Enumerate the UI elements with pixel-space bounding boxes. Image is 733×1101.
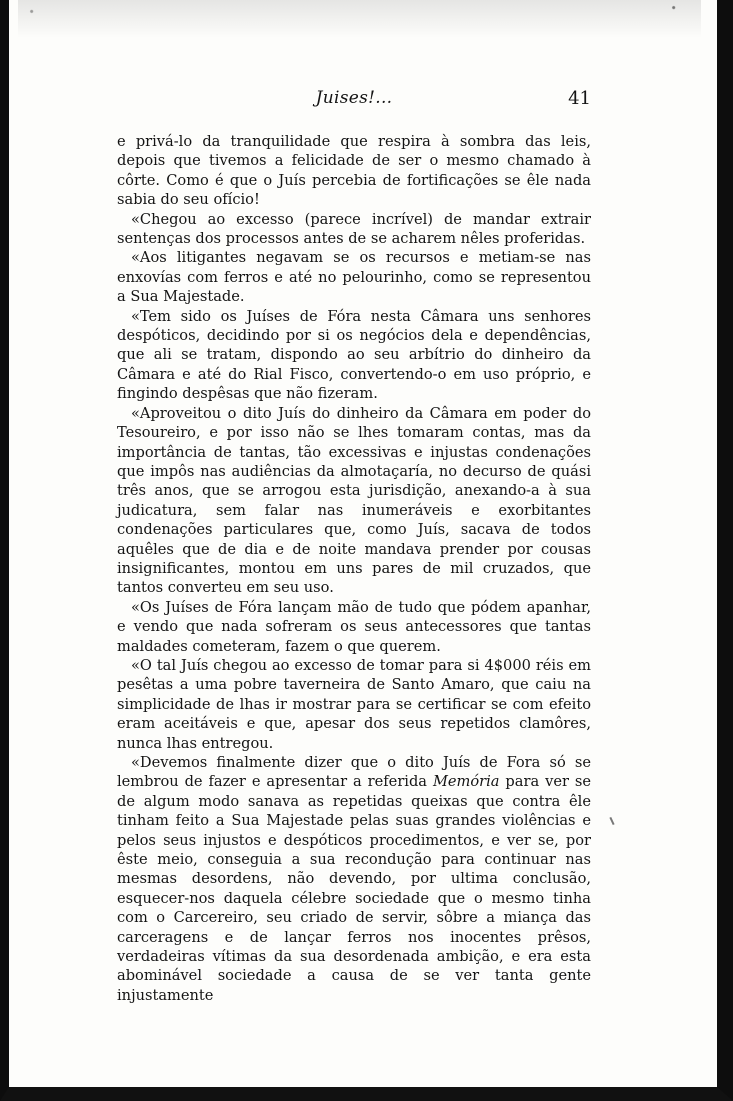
- paragraph-text: «Aproveitou o dito Juís do dinheiro da Câmara em poder do Tesoureiro, e por isso não se lhes tomaram contas, mas da importância de tantas, tão excessivas e injustas condenações que impôs nas audiências da almotaçaría, no decurso de quási três anos, que se arrogou esta jurisdição, anexando-a à sua judicatura, sem falar nas inumeráveis e exorbitantes condenações particulares que, como Juís, sacava de todos aquêles que de dia e de noite mandava prender por cousas insignificantes, montou em uns pares de mil cruzados, que tantos converteu em seu uso.: [117, 404, 591, 597]
- body-text: [117, 132, 591, 1005]
- scan-edge-noise: [18, 0, 701, 38]
- ink-speck: [609, 817, 614, 825]
- paragraph-text: «Aos litigantes negavam se os recursos e metiam-se nas enxovías com ferros e até no pelourinho, como se representou a Sua Majestade.: [117, 249, 591, 306]
- page-number: 41: [568, 88, 591, 109]
- paragraph-text: «Os Juíses de Fóra lançam mão de tudo que pódem apanhar, e vendo que nada sofreram os seus antecessores que tantas maldades cometeram, fazem o que querem.: [117, 598, 591, 655]
- paragraph-text: «Tem sido os Juíses de Fóra nesta Câmara uns senhores despóticos, decidindo por si os negócios dela e dependências, que ali se tratam, dispondo ao seu arbítrio do dinheiro da Câmara e até do Rial Fisco, convertendo-o em uso próprio, e fingindo despêsas que não fizeram.: [117, 307, 591, 403]
- paragraph-text: «Chegou ao excesso (parece incrível) de mandar extrair sentenças dos processos antes de se acharem nêles proferidas.: [117, 210, 591, 248]
- paragraph-text-continued: para ver se de algum modo sanava as repetidas queixas que contra êle tinham feito a Sua Majestade pelas suas grandes violências e pelos seus injustos e despóticos procedimentos, e ver se, por êste meio, conseguia a sua recondução para continuar nas mesmas desordens, não devendo, por ultima conclusão, esquecer-nos daquela célebre sociedade que o mesmo tinha com o Carcereiro, seu criado de servir, sôbre a miança das carceragens e de lançar ferros nos inocentes prêsos, verdadeiras vítimas da sua desordenada ambição, e era esta abominável sociedade a causa de se ver tanta gente injustamente: [117, 773, 591, 1004]
- paragraph-5: [117, 404, 591, 598]
- paragraph-text: e privá-lo da tranquilidade que respira à sombra das leis, depois que tivemos a felicidade de ser o mesmo chamado à côrte. Como é que o Juís percebia de fortificações se êle nada sabia do seu ofício!: [117, 133, 591, 209]
- paragraph-text: «Devemos finalmente dizer que o dito Juís de Fora só se lembrou de fazer e apresentar a referida: [117, 754, 591, 791]
- paragraph-text: «O tal Juís chegou ao excesso de tomar para si 4$000 réis em pesêtas a uma pobre taverneira de Santo Amaro, que caiu na simplicidade de lhas ir mostrar para se certificar se com efeito eram aceitáveis e que, apesar dos seus repetidos clamôres, nunca lhas entregou.: [117, 656, 591, 752]
- paragraph-7: [117, 656, 591, 753]
- paragraph-8: [117, 753, 591, 1005]
- italic-title: Memória: [432, 773, 500, 791]
- paragraph-4: [117, 307, 591, 404]
- paragraph-3: [117, 248, 591, 306]
- book-page: [117, 88, 591, 1005]
- paragraph-2: [117, 210, 591, 249]
- paragraph-6: [117, 598, 591, 656]
- running-title: Juises!...: [315, 88, 393, 108]
- paragraph-1: [117, 132, 591, 210]
- running-head: [117, 88, 591, 118]
